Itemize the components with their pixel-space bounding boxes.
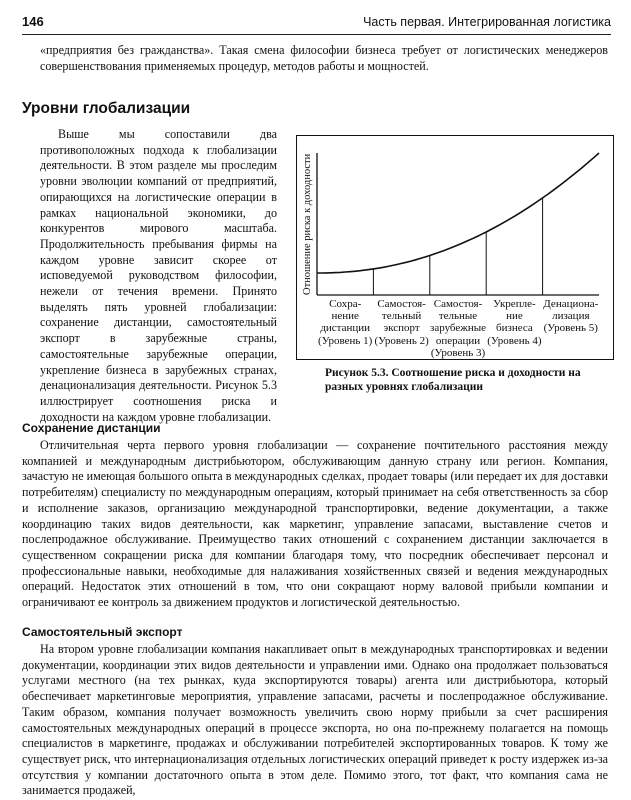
level-label-5: Денациона- лизация (Уровень 5) [543,298,599,335]
subsection-2-title: Самостоятельный экспорт [22,625,183,639]
subsection-2-body: На втором уровне глобализации компания накапливает опыт в международных транспортировках и ведении документации, координации этих видов деятельности и управлении ими. Однако она продолжает пользоваться услугами местного (на тех рынках, куда экспортируются товары) агента или дистрибьютора, который обеспечивает маркетинговые мероприятия, управление запасами, расчеты и послепродажное обслуживание. Таким образом, компания получает возможность увеличить свою норму прибыли за счет расширения самостоятельных международных операций в процессе экспорта, но она по-прежнему полагается на помощь специалистов в маркетинге, продажах и обслуживании потребителей экспортированных товаров. К тому же существует риск, что интернационализация отдельных логистических операций приведет к росту издержек из-за отсутствия у компании достаточного опыта в этом деле. Помимо этого, тот факт, что компания сама не занимается продажей, [22,642,608,798]
level-label-3: Самостоя- тельные зарубежные операции (Уровень 3) [429,298,487,359]
level-label-4: Укрепле- ние бизнеса (Уровень 4) [487,298,542,347]
figure-caption [325,366,615,394]
risk-return-curve [317,153,599,273]
intro-paragraph: «предприятия без гражданства». Такая смена философии бизнеса требует от логистических менеджеров совершенствования применяемых процедур, методов работы и мощностей. [40,43,608,73]
level-label-1: Сохра- нение дистанции (Уровень 1) [318,298,373,347]
subsection-1-title: Сохранение дистанции [22,421,161,435]
section-title: Уровни глобализации [22,100,191,117]
running-title: Часть первая. Интегрированная логистика [363,15,611,29]
figure-caption-label: Рисунок 5.3. [325,367,389,379]
section-body: Выше мы сопоставили два противоположных подхода к глобализации деятельности. В этом разделе мы проследим уровни эволюции компаний от предприятий, опирающихся на логистические операции в рамках национальной экономики, до конкурентов мирового масштаба. Продолжительность пребывания фирмы на каждом уровне зависит скорее от исповедуемой руководством философии, нежели от течения времени. Принято выделять пять уровней глобализации: сохранение дистанции, самостоятельный экспорт в зарубежные страны, самостоятельные зарубежные операции, укрепление бизнеса в зарубежных странах, денационализация деятельности. Рисунок 5.3 иллюстрирует соотношения риска и доходности на каждом уровне глобализации. [40,127,277,424]
level-dividers [373,198,542,295]
y-axis-label: Отношение риска к доходности [302,153,313,295]
level-label-2: Самостоя- тельный экспорт (Уровень 2) [374,298,429,347]
page-header [22,12,611,35]
page-number: 146 [22,14,44,29]
subsection-1-body: Отличительная черта первого уровня глобализации — сохранение почтительного расстояния между компанией и международным дистрибьютором, обслуживающим данную страну или регион. Компания, зачастую не имеющая большого опыта в международных сделках, продает товары (или передает их для доставки потребителям) специалисту по международным операциям, который принимает на себя ответственность за сбор и исполнение заказов, организацию международной транспортировки, ведение документации, а также координацию таких видов деятельности, как маркетинг, управление запасами, выставление счетов и послепродажное обслуживание. Преимущество таких отношений с сохранением дистанции заключается в существенном сокращении риска для компании благодаря тому, что посредник обеспечивает персонал и профессиональные навыки, необходимые для налаживания хозяйственных связей и ведения международных операций. Недостаток этих отношений в том, что они сокращают норму валовой прибыли компании и ограничивают ее контроль за движением продуктов и логистической деятельностью. [22,438,608,610]
figure-caption-text: Соотношение риска и доходности на разных уровнях глобализации [325,367,581,393]
